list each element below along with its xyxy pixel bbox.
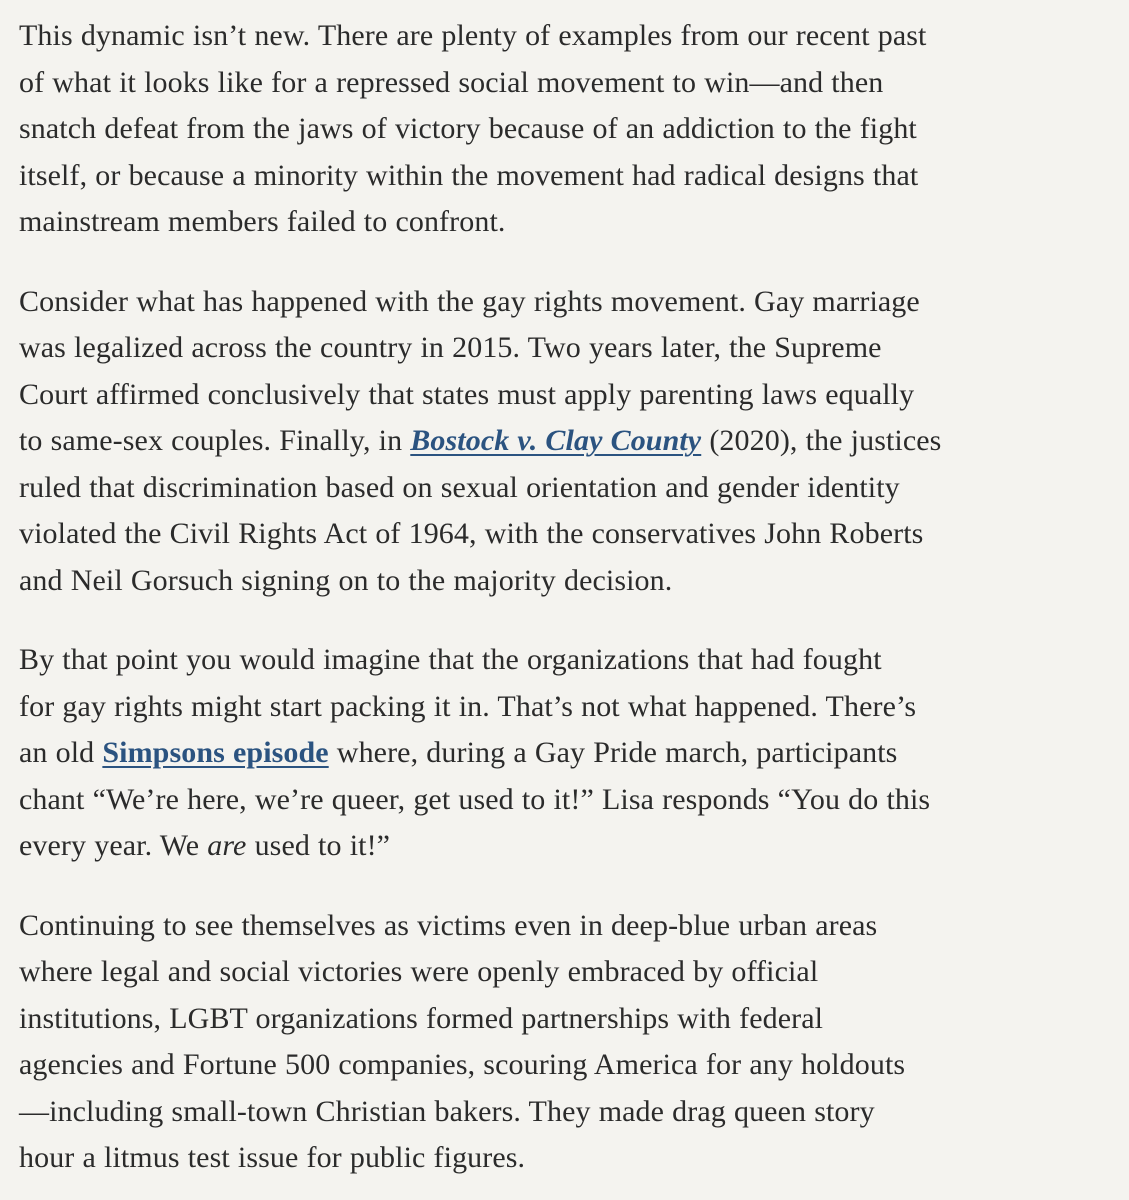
text-line: By that point you would imagine that the organizations that had fought: [19, 643, 882, 676]
text-segment: used to it!”: [246, 829, 391, 862]
text-line: violated the Civil Rights Act of 1964, with the conservatives John Roberts: [19, 517, 924, 550]
text-line: —including small-town Christian bakers. They made drag queen story: [19, 1094, 875, 1128]
text-line: [19, 823, 1111, 870]
text-segment: to same-sex couples. Finally, in: [19, 424, 411, 457]
text-line: [19, 730, 1111, 777]
text-line: where legal and social victories were openly embraced by official: [19, 955, 819, 988]
emphasis-text: are: [207, 829, 247, 862]
text-line: Consider what has happened with the gay rights movement. Gay marriage: [19, 284, 920, 318]
paragraph-2: [19, 279, 1111, 605]
text-line: was legalized across the country in 2015. Two years later, the Supreme: [19, 331, 882, 364]
text-line: snatch defeat from the jaws of victory because of an addiction to the fight: [19, 112, 917, 145]
text-line: itself, or because a minority within the movement had radical designs that: [19, 158, 919, 192]
text-line: institutions, LGBT organizations formed partnerships with federal: [19, 1001, 824, 1035]
text-line: chant “We’re here, we’re queer, get used to it!” Lisa responds “You do this: [19, 782, 931, 816]
text-segment: every year. We: [19, 829, 208, 862]
text-line: and Neil Gorsuch signing on to the majority decision.: [19, 563, 673, 597]
text-line: for gay rights might start packing it in. That’s not what happened. There’s: [19, 689, 917, 723]
bostock-case-link[interactable]: Bostock v. Clay County: [410, 424, 702, 457]
text-segment: where, during a Gay Pride march, participants: [328, 736, 898, 769]
text-line: hour a litmus test issue for public figures.: [19, 1141, 526, 1174]
text-line: ruled that discrimination based on sexual orientation and gender identity: [19, 470, 900, 504]
text-line: Court affirmed conclusively that states must apply parenting laws equally: [19, 377, 915, 411]
paragraph-4: [19, 903, 1111, 1182]
text-segment: (2020), the justices: [701, 424, 942, 457]
text-line: of what it looks like for a repressed social movement to win—and then: [19, 65, 884, 99]
paragraph-1: [19, 13, 1111, 246]
simpsons-episode-link[interactable]: Simpsons episode: [102, 736, 329, 769]
text-segment: an old: [19, 736, 103, 769]
text-line: [19, 418, 1111, 465]
text-line: Continuing to see themselves as victims even in deep-blue urban areas: [19, 908, 878, 942]
paragraph-3: [19, 637, 1111, 870]
text-line: mainstream members failed to confront.: [19, 205, 506, 238]
text-line: agencies and Fortune 500 companies, scouring America for any holdouts: [19, 1048, 906, 1081]
text-line: This dynamic isn’t new. There are plenty of examples from our recent past: [19, 19, 927, 52]
